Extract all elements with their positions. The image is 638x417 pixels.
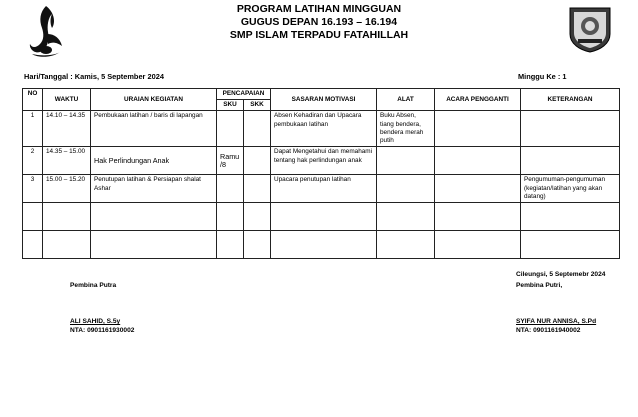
row-waktu: 15.00 – 15.20: [43, 175, 91, 203]
row-sasaran: Absen Kehadiran dan Upacara pembukaan latihan: [271, 111, 377, 147]
table-row: [23, 147, 620, 175]
header-alat: ALAT: [377, 89, 435, 111]
right-role: Pembina Putri,: [516, 282, 563, 289]
header-skk: SKK: [244, 100, 271, 111]
table-row: [23, 111, 620, 147]
row-sku: [217, 111, 244, 147]
row-acara: [435, 111, 521, 147]
header-sasaran: SASARAN MOTIVASI: [271, 89, 377, 111]
row-no: 3: [23, 175, 43, 203]
row-alat: [377, 175, 435, 203]
table-row-empty: [23, 231, 620, 259]
row-keterangan: [521, 111, 620, 147]
left-signer-name: ALI SAHID, S.5y: [70, 318, 121, 325]
row-keterangan: [521, 147, 620, 175]
row-sasaran: Dapat Mengetahui dan memahami tentang hak perlindungan anak: [271, 147, 377, 175]
row-sku: Ramu /8: [217, 147, 244, 175]
left-signer-nta: NTA: 0901161930002: [70, 327, 135, 334]
row-uraian: Penutupan latihan & Persiapan shalat Ashar: [91, 175, 217, 203]
row-waktu: 14.10 – 14.35: [43, 111, 91, 147]
row-uraian: Pembukaan latihan / baris di lapangan: [91, 111, 217, 147]
header-pencapaian: PENCAPAIAN: [217, 89, 271, 100]
header-sku: SKU: [217, 100, 244, 111]
title-line-2: GUGUS DEPAN 16.193 – 16.194: [240, 16, 398, 28]
row-alat: [377, 147, 435, 175]
left-role: Pembina Putra: [70, 282, 117, 289]
header-uraian: URAIAN KEGIATAN: [91, 89, 217, 111]
row-sasaran: Upacara penutupan latihan: [271, 175, 377, 203]
schedule-table: [22, 88, 620, 259]
row-skk: [244, 111, 271, 147]
row-skk: [244, 175, 271, 203]
row-acara: [435, 147, 521, 175]
row-keterangan: Pengumuman-pengumuman (kegiatan/latihan yang akan datang): [521, 175, 620, 203]
row-uraian: Hak Perlindungan Anak: [91, 147, 217, 175]
header-keterangan: KETERANGAN: [521, 89, 620, 111]
title-line-1: PROGRAM LATIHAN MINGGUAN: [236, 3, 402, 15]
week-label: Minggu Ke : 1: [518, 72, 567, 81]
header-acara: ACARA PENGGANTI: [435, 89, 521, 111]
right-signer-nta: NTA: 0901161940002: [516, 327, 581, 334]
right-signer-name: SYIFA NUR ANNISA, S.Pd: [516, 318, 597, 325]
table-row: [23, 175, 620, 203]
row-no: 2: [23, 147, 43, 175]
row-sku: [217, 175, 244, 203]
place-date: Cileungsi, 5 Septemebr 2024: [516, 271, 606, 278]
header-no: NO: [23, 89, 43, 111]
table-row-empty: [23, 203, 620, 231]
header-waktu: WAKTU: [43, 89, 91, 111]
title-line-3: SMP ISLAM TERPADU FATAHILLAH: [229, 29, 409, 41]
row-acara: [435, 175, 521, 203]
row-no: 1: [23, 111, 43, 147]
date-label: Hari/Tanggal : Kamis, 5 September 2024: [24, 72, 164, 81]
row-alat: Buku Absen, tiang bendera, bendera merah putih: [377, 111, 435, 147]
row-waktu: 14.35 – 15.00: [43, 147, 91, 175]
row-skk: [244, 147, 271, 175]
